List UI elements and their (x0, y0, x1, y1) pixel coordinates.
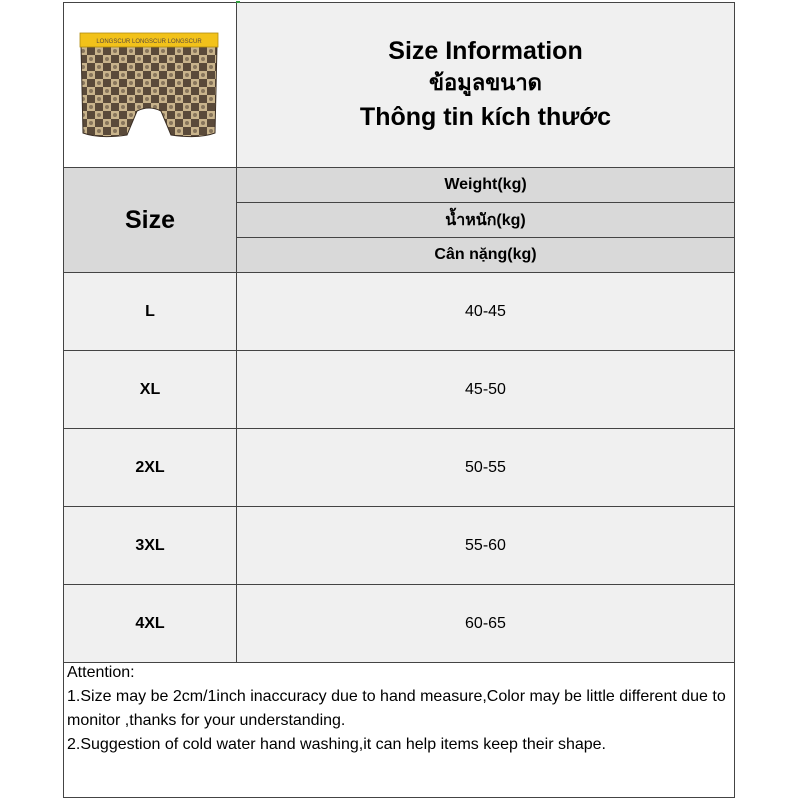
weight-cell-3xl: 55-60 (237, 507, 734, 585)
weight-header-vietnamese: Cân nặng(kg) (237, 238, 734, 273)
size-cell-4xl: 4XL (64, 585, 237, 663)
product-image-cell (64, 3, 237, 168)
size-cell-xl: XL (64, 351, 237, 429)
title-block (237, 3, 734, 168)
note-item: 2.Suggestion of cold water hand washing,it can help items keep their shape. (67, 736, 606, 753)
waistband-text: LONGSCUR LONGSCUR LONGSCUR (96, 39, 202, 45)
size-cell-2xl: 2XL (64, 429, 237, 507)
weight-cell-4xl: 60-65 (237, 585, 734, 663)
attention-notes (67, 661, 731, 757)
notes-heading: Attention: (67, 664, 135, 681)
weight-cell-l: 40-45 (237, 273, 734, 351)
title-thai: ข้อมูลขนาด (429, 69, 542, 95)
weight-cell-xl: 45-50 (237, 351, 734, 429)
title-vietnamese: Thông tin kích thước (359, 102, 612, 131)
weight-header-english: Weight(kg) (237, 168, 734, 203)
weight-cell-2xl: 50-55 (237, 429, 734, 507)
boxer-briefs-image (79, 31, 219, 141)
size-chart (63, 2, 735, 798)
size-column-header: Size (64, 168, 237, 273)
size-cell-l: L (64, 273, 237, 351)
note-item: 1.Size may be 2cm/1inch inaccuracy due to hand measure,Color may be little different due to monitor ,thanks for your understanding. (67, 688, 726, 729)
weight-header-thai: น้ำหนัก(kg) (237, 203, 734, 238)
title-english: Size Information (388, 36, 583, 65)
size-cell-3xl: 3XL (64, 507, 237, 585)
